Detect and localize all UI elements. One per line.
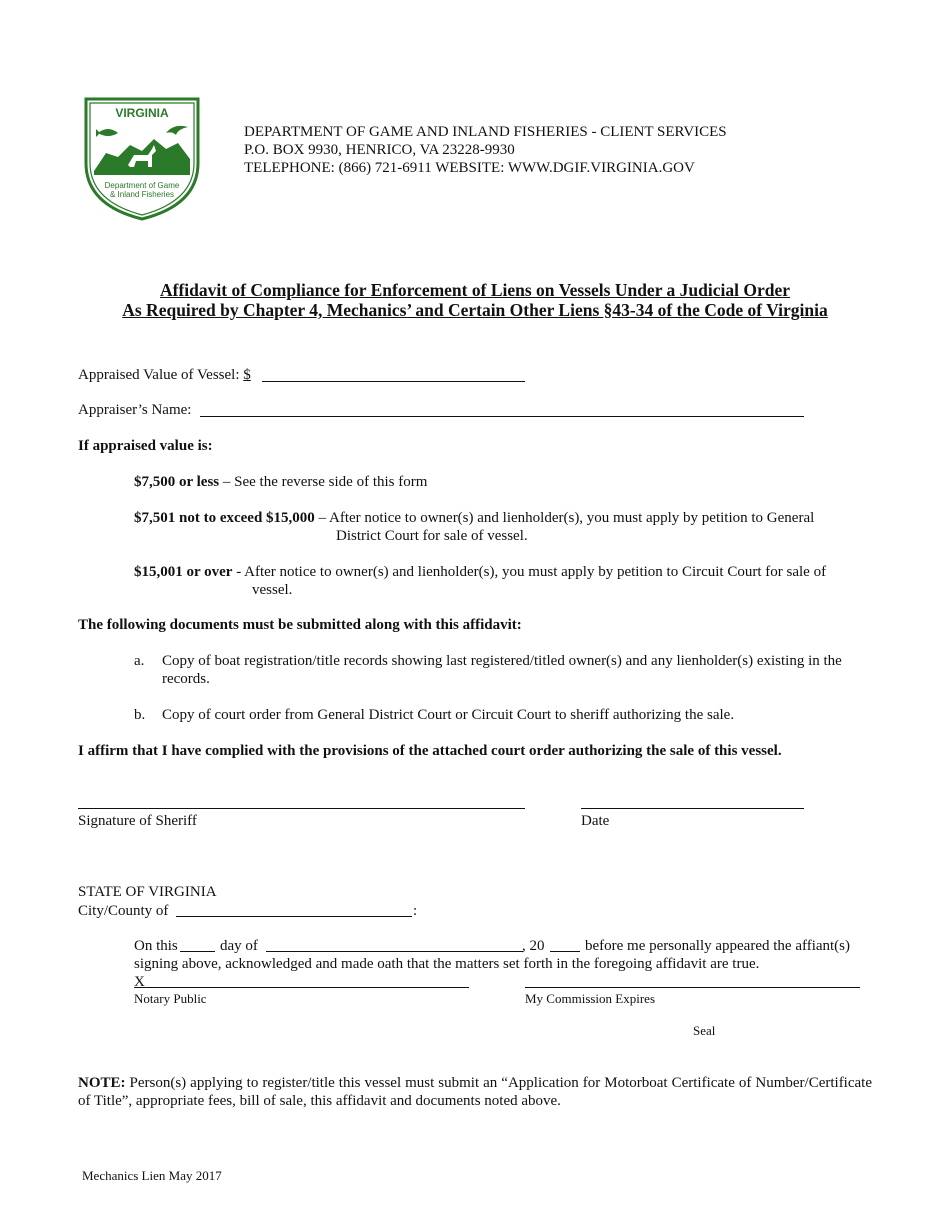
document-marker: a.	[134, 653, 145, 669]
month-blank[interactable]	[266, 951, 523, 952]
document-text: Copy of court order from General District Court or Circuit Court to sheriff authorizing the sale.	[162, 707, 735, 723]
year-prefix: , 20	[522, 938, 545, 954]
svg-text:Department of Game: Department of Game	[104, 181, 180, 190]
documents-heading: The following documents must be submitted along with this affidavit:	[78, 617, 522, 633]
agency-address: P.O. BOX 9930, HENRICO, VA 23228-9930	[244, 142, 515, 158]
city-county-blank[interactable]	[176, 916, 412, 917]
seal-label: Seal	[693, 1023, 716, 1038]
condition-item	[134, 473, 427, 491]
document-text: Copy of boat registration/title records showing last registered/titled owner(s) and any lienholder(s) existing in the	[162, 653, 842, 669]
appraised-value-blank[interactable]	[262, 381, 525, 382]
condition-continuation: District Court for sale of vessel.	[336, 528, 528, 544]
year-blank[interactable]	[550, 951, 580, 952]
title-line-2: As Required by Chapter 4, Mechanics’ and Certain Other Liens §43-34 of the Code of Virginia	[122, 300, 828, 320]
appraised-value-field	[78, 366, 251, 384]
city-county-colon: :	[413, 903, 418, 919]
condition-text: – After notice to owner(s) and lienholder(s), you must apply by petition to General	[314, 510, 815, 526]
form-title	[0, 280, 950, 320]
dgif-seal-icon	[78, 93, 206, 223]
on-this-label: On this	[134, 938, 178, 954]
dollar-sign: $	[243, 367, 251, 383]
agency-name: DEPARTMENT OF GAME AND INLAND FISHERIES - CLIENT SERVICES	[244, 124, 727, 140]
note-paragraph	[78, 1074, 872, 1110]
condition-item	[134, 509, 814, 527]
appeared-text: before me personally appeared the affiant(s)	[585, 938, 851, 954]
dgif-logo	[78, 93, 206, 223]
notary-public-label: Notary Public	[134, 991, 207, 1006]
appraised-value-label: Appraised Value of Vessel:	[78, 367, 244, 383]
note-label: NOTE:	[78, 1075, 126, 1091]
commission-expires-line[interactable]	[525, 987, 860, 988]
date-label: Date	[581, 813, 610, 829]
day-of-label: day of	[220, 938, 258, 954]
condition-text: - After notice to owner(s) and lienholder(s), you must apply by petition to Circuit Court for sale of	[232, 564, 827, 580]
day-blank[interactable]	[180, 951, 215, 952]
condition-range: $7,501 not to exceed $15,000	[134, 510, 315, 526]
affirmation-statement: I affirm that I have complied with the provisions of the attached court order authorizing the sale of this vessel.	[78, 743, 782, 759]
svg-text:& Inland Fisheries: & Inland Fisheries	[109, 190, 175, 199]
condition-text: – See the reverse side of this form	[219, 474, 428, 490]
note-text: Person(s) applying to register/title this vessel must submit an “Application for Motorboat Certificate of Number/Certificate of Title”, appropriate fees, bill of sale, this affidavit and documents noted above.	[78, 1075, 872, 1109]
appraiser-name-blank[interactable]	[200, 416, 804, 417]
city-county-label: City/County of	[78, 903, 169, 919]
form-footer: Mechanics Lien May 2017	[82, 1168, 222, 1183]
agency-info	[244, 123, 727, 177]
notary-signature-line[interactable]	[134, 987, 469, 988]
document-marker: b.	[134, 707, 146, 723]
sheriff-signature-label: Signature of Sheriff	[78, 813, 197, 829]
title-line-1: Affidavit of Compliance for Enforcement of Liens on Vessels Under a Judicial Order	[160, 280, 790, 300]
appraiser-name-label: Appraiser’s Name:	[78, 402, 192, 418]
document-continuation: records.	[162, 671, 210, 687]
date-signature-line[interactable]	[581, 808, 804, 809]
state-label: STATE OF VIRGINIA	[78, 884, 217, 900]
oath-text: signing above, acknowledged and made oath that the matters set forth in the foregoing affidavit are true.	[134, 956, 760, 972]
condition-item	[134, 563, 826, 581]
conditions-heading: If appraised value is:	[78, 438, 213, 454]
condition-range: $15,001 or over	[134, 564, 233, 580]
condition-range: $7,500 or less	[134, 474, 220, 490]
svg-text:VIRGINIA: VIRGINIA	[115, 106, 169, 120]
x-mark: X	[134, 974, 145, 990]
agency-contact: TELEPHONE: (866) 721-6911 WEBSITE: WWW.DGIF.VIRGINIA.GOV	[244, 160, 695, 176]
condition-continuation: vessel.	[252, 582, 293, 598]
commission-expires-label: My Commission Expires	[525, 991, 656, 1006]
sheriff-signature-line[interactable]	[78, 808, 525, 809]
